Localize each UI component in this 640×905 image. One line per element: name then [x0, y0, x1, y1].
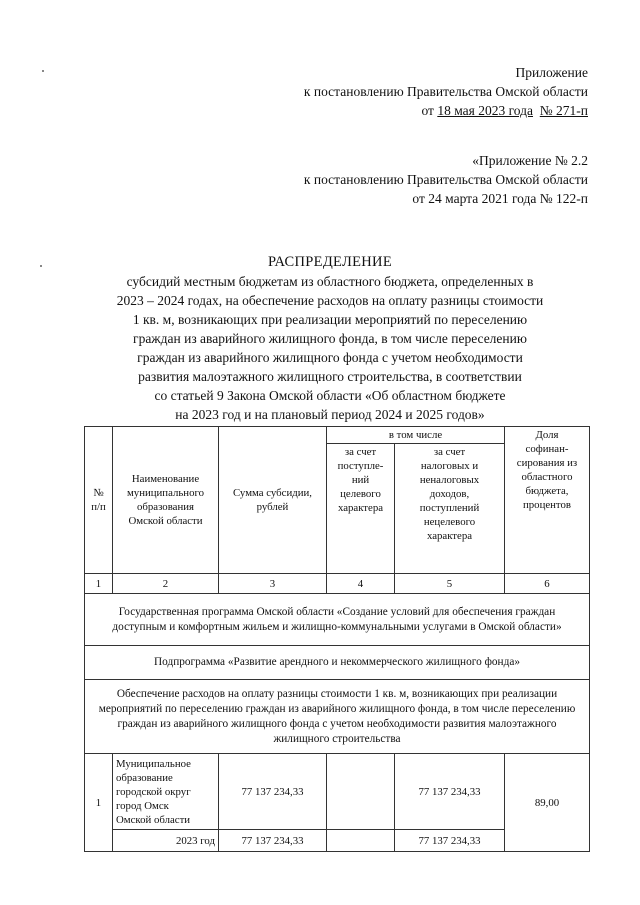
header-resolution-line: к постановлению Правительства Омской области: [303, 84, 588, 99]
scan-speck: [42, 70, 44, 72]
header-nontarget-revenue: за счет налоговых и неналоговых доходов, поступлений нецелевого характера: [395, 444, 505, 574]
column-number: 6: [505, 574, 590, 594]
title-line: 1 кв. м, возникающих при реализации мероприятий по переселению: [132, 312, 528, 327]
title-heading: РАСПРЕДЕЛЕНИЕ: [268, 254, 392, 270]
year-label: 2023 год: [113, 830, 219, 852]
title-line: граждан из аварийного жилищного фонда, в том числе переселению: [133, 331, 527, 346]
header-share: Доля софинан- сирования из областного бюджета, процентов: [505, 427, 590, 574]
title-line: 2023 – 2024 годах, на обеспечение расходов на оплату разницы стоимости: [116, 293, 544, 308]
header-appendix-label: Приложение: [515, 65, 588, 80]
appendix-number-line: «Приложение № 2.2: [472, 153, 588, 168]
date-prefix: от: [421, 103, 438, 118]
header-subsidy-sum: Сумма субсидии, рублей: [219, 427, 327, 574]
title-line: развития малоэтажного жилищного строительства, в соответствии: [138, 369, 522, 384]
program-row: Государственная программа Омской области «Создание условий для обеспечения граждан доступным и комфортным жильем и жилищно-коммунальными услугами в Омской области»: [85, 594, 590, 646]
document-title: [80, 253, 580, 424]
title-line: со статьей 9 Закона Омской области «Об областном бюджете: [154, 388, 506, 403]
header-including: в том числе: [327, 427, 505, 444]
column-number: 3: [219, 574, 327, 594]
column-number: 1: [85, 574, 113, 594]
distribution-table: [84, 426, 590, 852]
measure-row: Обеспечение расходов на оплату разницы стоимости 1 кв. м, возникающих при реализации мероприятий по переселению граждан из аварийного жилищного фонда, в том числе переселению граждан из аварийного жилищного фонда с учетом необходимости развития малоэтажного жилищного строительства: [85, 680, 590, 754]
title-line: субсидий местным бюджетам из областного бюджета, определенных в: [126, 274, 534, 289]
resolution-date: 18 мая 2023 года: [437, 103, 534, 118]
title-line: на 2023 год и на плановый период 2024 и 2025 годов»: [175, 407, 485, 422]
year-target-revenue: [327, 830, 395, 852]
row-subsidy-sum: 77 137 234,33: [219, 754, 327, 830]
header-municipality: Наименование муниципального образования Омской области: [113, 427, 219, 574]
subprogram-row: Подпрограмма «Развитие арендного и некоммерческого жилищного фонда»: [85, 646, 590, 680]
column-number: 4: [327, 574, 395, 594]
row-share: 89,00: [505, 754, 590, 852]
amended-appendix-header: [304, 151, 588, 208]
appendix-resolution-line: к постановлению Правительства Омской области: [303, 172, 588, 187]
row-municipality: Муниципальное образование городской округ город Омск Омской области: [113, 754, 219, 830]
scan-speck: [40, 265, 42, 267]
title-line: граждан из аварийного жилищного фонда с учетом необходимости: [137, 350, 523, 365]
header-date-line: [304, 101, 588, 120]
year-subsidy-sum: 77 137 234,33: [219, 830, 327, 852]
year-nontarget-revenue: 77 137 234,33: [395, 830, 505, 852]
appendix-date-line: от 24 марта 2021 года № 122-п: [412, 191, 588, 206]
row-target-revenue: [327, 754, 395, 830]
column-number: 5: [395, 574, 505, 594]
row-nontarget-revenue: 77 137 234,33: [395, 754, 505, 830]
approval-header: [304, 63, 588, 120]
row-num: 1: [85, 754, 113, 852]
header-target-revenue: за счет поступле- ний целевого характера: [327, 444, 395, 574]
column-number: 2: [113, 574, 219, 594]
resolution-number: № 271-п: [539, 103, 588, 118]
header-num: № п/п: [85, 427, 113, 574]
